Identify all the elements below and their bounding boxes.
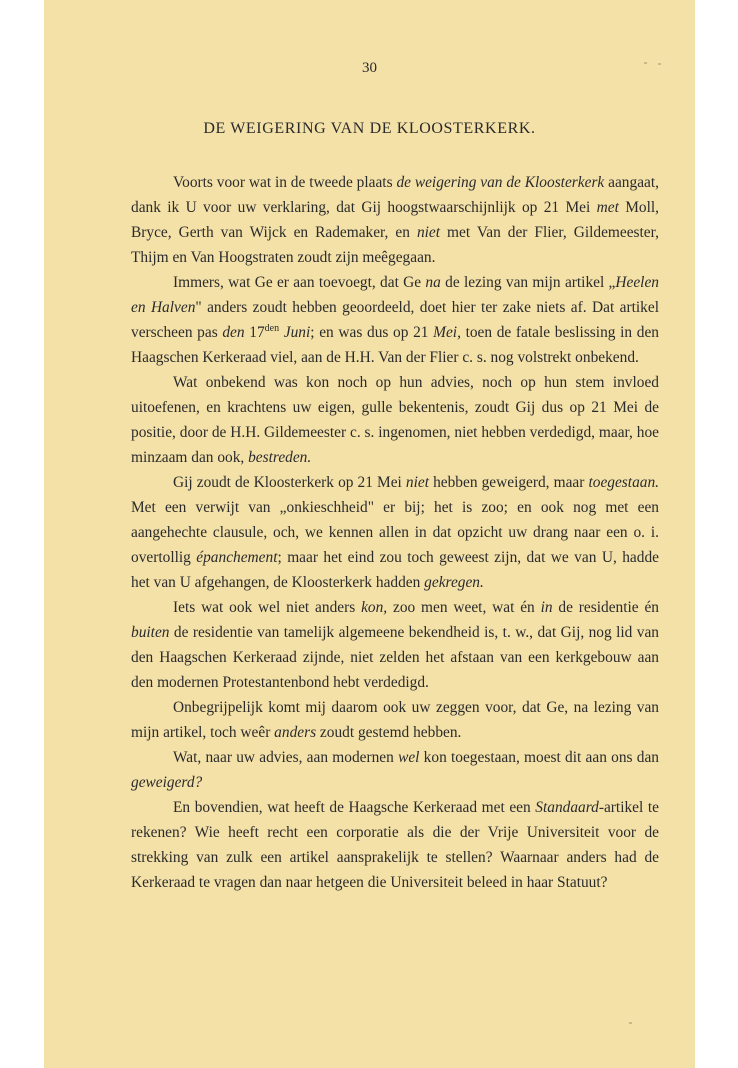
text-run: Voorts voor wat in de tweede plaats — [173, 174, 397, 191]
text-run: Met een verwijt van „onkieschheid" er bij; het is zoo; en ook nog met een aangehechte clausule, och, we kennen allen in dat opzicht uw drang naar een o. i. overtollig — [131, 499, 659, 566]
italic-text: Juni — [283, 324, 311, 341]
paragraph — [131, 745, 659, 795]
italic-text: niet — [416, 224, 441, 241]
italic-text: den — [222, 324, 245, 341]
text-run: Immers, wat Ge er aan toevoegt, dat Ge — [173, 274, 426, 291]
text-run: kon toegestaan, moest dit aan ons dan — [419, 749, 659, 766]
italic-text: in — [540, 599, 553, 616]
italic-text: épanchement — [196, 549, 278, 566]
paragraph — [131, 370, 659, 470]
italic-text: Mei, — [433, 324, 461, 341]
page-number: 30 — [362, 60, 377, 76]
paragraph — [131, 470, 659, 595]
chapter-heading: DE WEIGERING VAN DE KLOOSTERKERK. — [203, 120, 536, 137]
text-run: En bovendien, wat heeft de Haagsche Kerkeraad met een — [173, 799, 536, 816]
italic-text: de weigering van de Kloosterkerk — [396, 174, 605, 191]
text-run: zoudt gestemd hebben. — [316, 724, 462, 741]
paragraph — [131, 270, 659, 370]
text-run: hebben geweigerd, maar — [428, 474, 589, 491]
text-run: toen de fatale beslissing in den Haagschen Kerkeraad viel, aan de H.H. Van der Flier c. s. nog volstrekt onbekend. — [131, 324, 659, 366]
body-text — [131, 170, 659, 895]
paper-speck — [629, 1022, 632, 1024]
italic-text: na — [425, 274, 441, 291]
text-run: de residentie én — [552, 599, 659, 616]
text-run: ; maar het eind zou toch geweest zijn, dat we van U, hadde het van U afgehangen, de Kloosterkerk hadden — [131, 549, 659, 591]
text-run: aangaat, dank ik U voor uw verklaring, dat Gij hoogstwaarschijnlijk op 21 Mei — [131, 174, 659, 216]
paragraph — [131, 795, 659, 895]
italic-text: toegestaan. — [588, 474, 659, 491]
text-run: " anders zoudt hebben geoordeeld, doet hier ter zake niets af. Dat artikel verscheen pas — [131, 299, 659, 341]
italic-text: anders — [274, 724, 317, 741]
paper-speck — [658, 63, 661, 65]
text-run: Gij zoudt de Kloosterkerk op 21 Mei — [173, 474, 406, 491]
paragraph — [131, 695, 659, 745]
italic-text: geweigerd? — [131, 774, 203, 791]
italic-text: buiten — [131, 624, 170, 641]
superscript-text: den — [264, 322, 280, 334]
italic-text: wel — [398, 749, 420, 766]
text-run: Iets wat ook wel niet anders — [173, 599, 362, 616]
paragraph — [131, 170, 659, 270]
italic-text: met — [596, 199, 619, 216]
text-run: Moll, Bryce, Gerth van Wijck en Rademaker, en — [131, 199, 659, 241]
text-run: met Van der Flier, Gildemeester, Thijm en Van Hoogstraten zoudt zijn meêgegaan. — [131, 224, 659, 266]
text-run: zoo men weet, wat én — [387, 599, 541, 616]
text-run: Wat, naar uw advies, aan modernen — [173, 749, 399, 766]
text-run: de residentie van tamelijk algemeene bekendheid is, t. w., dat Gij, nog lid van den Haagschen Kerkeraad zijnde, niet zelden het afstaan van een kerkgebouw aan den modernen Protestantenbond hebt verdedigd. — [131, 624, 659, 691]
text-run: Onbegrijpelijk komt mij daarom ook uw zeggen voor, dat Ge, na lezing van mijn artikel, toch weêr — [131, 699, 659, 741]
italic-text: kon, — [361, 599, 388, 616]
book-page — [44, 0, 695, 1068]
italic-text: niet — [405, 474, 429, 491]
paper-speck — [644, 62, 647, 64]
text-run: ; en was dus op 21 — [310, 324, 434, 341]
italic-text: bestreden. — [248, 449, 312, 466]
text-run: Wat onbekend was kon noch op hun advies, noch op hun stem invloed uitoefenen, en krachtens uw eigen, gulle bekentenis, zoudt Gij dus op 21 Mei de positie, door de H.H. Gildemeester c. s. ingenomen, niet hebben verdedigd, maar, hoe minzaam dan ook, — [131, 374, 659, 466]
italic-text: gekregen. — [424, 574, 484, 591]
italic-text: Standaard — [535, 799, 599, 816]
text-run: -artikel te rekenen? Wie heeft recht een corporatie als die der Vrije Universiteit voor de strekking van zulk een artikel aansprakelijk te stellen? Waarnaar anders had de Kerkeraad te vragen dan naar hetgeen die Universiteit beleed in haar Statuut? — [131, 799, 659, 891]
text-run: 17 — [244, 324, 265, 341]
paragraph — [131, 595, 659, 695]
text-run: de lezing van mijn artikel „ — [440, 274, 616, 291]
italic-text: Heelen en Halven — [131, 274, 659, 316]
